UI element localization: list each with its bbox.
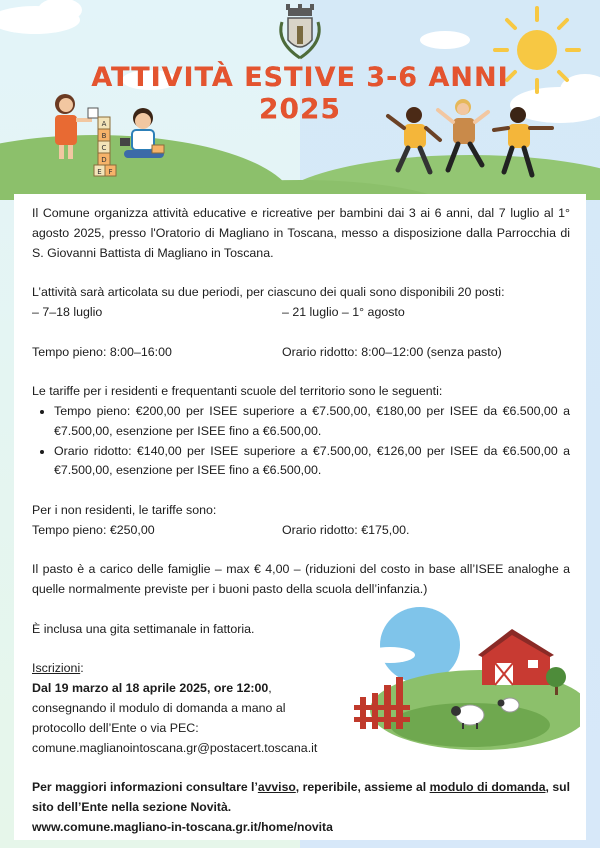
title-line-1: ATTIVITÀ ESTIVE 3-6 ANNI: [91, 62, 509, 93]
registration-dates-text: Dal 19 marzo al 18 aprile 2025, ore 12:00: [32, 681, 269, 696]
block-letter: D: [101, 156, 107, 164]
tariffs-nonresident-intro: Per i non residenti, le tariffe sono:: [32, 502, 217, 517]
periods-intro: L’attività sarà articolata su due periodi, per ciascuno dei quali sono disponibili 20 posti:: [32, 285, 505, 300]
trip-paragraph: È inclusa una gita settimanale in fattoria.: [32, 621, 255, 636]
registration-dates: Dal 19 marzo al 18 aprile 2025, ore 12:00,: [32, 681, 272, 696]
avviso-link[interactable]: avviso: [257, 780, 296, 795]
farm-illustration: [350, 605, 580, 755]
more-info: Per maggiori informazioni consultare l’avviso, reperibile, assieme al modulo di domanda, sul sito dell’Ente nella sezione Novità.: [32, 780, 570, 814]
nonresident-full: Tempo pieno: €250,00: [32, 522, 155, 537]
registration-line-2: protocollo dell’Ente o via PEC:: [32, 720, 199, 735]
coat-of-arms-icon: [281, 4, 319, 58]
tariffs-nonresident-row: [32, 521, 570, 541]
tariffs-resident-list: [32, 402, 570, 481]
registration-line-1: consegnando il modulo di domanda a mano al: [32, 700, 286, 715]
intro-paragraph: Il Comune organizza attività educative e ricreative per bambini dai 3 ai 6 anni, dal 7 luglio al 1° agosto 2025, presso l'Oratorio di Magliano in Toscana, messo a disposizione dalla Parrocchia di S. Giovanni Battista di Magliano in Toscana.: [32, 206, 570, 260]
block-letter: B: [101, 132, 107, 140]
period-first: – 7–18 luglio: [32, 304, 103, 319]
block-letter: F: [108, 168, 113, 176]
block-letter: E: [97, 168, 102, 176]
hours-full: Tempo pieno: 8:00–16:00: [32, 344, 172, 359]
registration-heading: Iscrizioni:: [32, 661, 84, 676]
periods-row: [32, 303, 570, 323]
tariffs-resident-intro: Le tariffe per i residenti e frequentanti scuole del territorio sono le seguenti:: [32, 384, 443, 399]
block-letter: C: [101, 144, 107, 152]
registration-heading-text: Iscrizioni: [32, 661, 81, 676]
hours-row: [32, 343, 570, 363]
modulo-link[interactable]: modulo di domanda: [429, 780, 546, 795]
period-second: – 21 luglio – 1° agosto: [282, 304, 405, 319]
hours-reduced: Orario ridotto: 8:00–12:00 (senza pasto): [282, 344, 502, 359]
list-item: • Tempo pieno: €200,00 per ISEE superiore a €7.500,00, €180,00 per ISEE da €6.500,00 a €7.500,00, esenzione per ISEE fino a €6.500,00.: [54, 402, 570, 442]
website-url[interactable]: www.comune.magliano-in-toscana.gr.it/home/novita: [32, 819, 333, 834]
list-item: • Orario ridotto: €140,00 per ISEE superiore a €7.500,00, €126,00 per ISEE da €6.500,00 a €7.500,00, esenzione per ISEE fino a €6.500,00.: [54, 442, 570, 482]
registration-email[interactable]: comune.maglianointoscana.gr@postacert.toscana.it: [32, 740, 318, 755]
page-title: [0, 62, 600, 124]
title-line-2: 2025: [259, 92, 341, 125]
meal-paragraph: Il pasto è a carico delle famiglie – max € 4,00 – (riduzioni del costo in base all’ISEE analoghe a quelle normalmente previste per i buoni pasto della scuola dell’infanzia.): [32, 562, 570, 597]
barn-icon: [478, 629, 554, 685]
nonresident-reduced: Orario ridotto: €175,00.: [282, 522, 410, 537]
block-letter: A: [101, 120, 107, 128]
